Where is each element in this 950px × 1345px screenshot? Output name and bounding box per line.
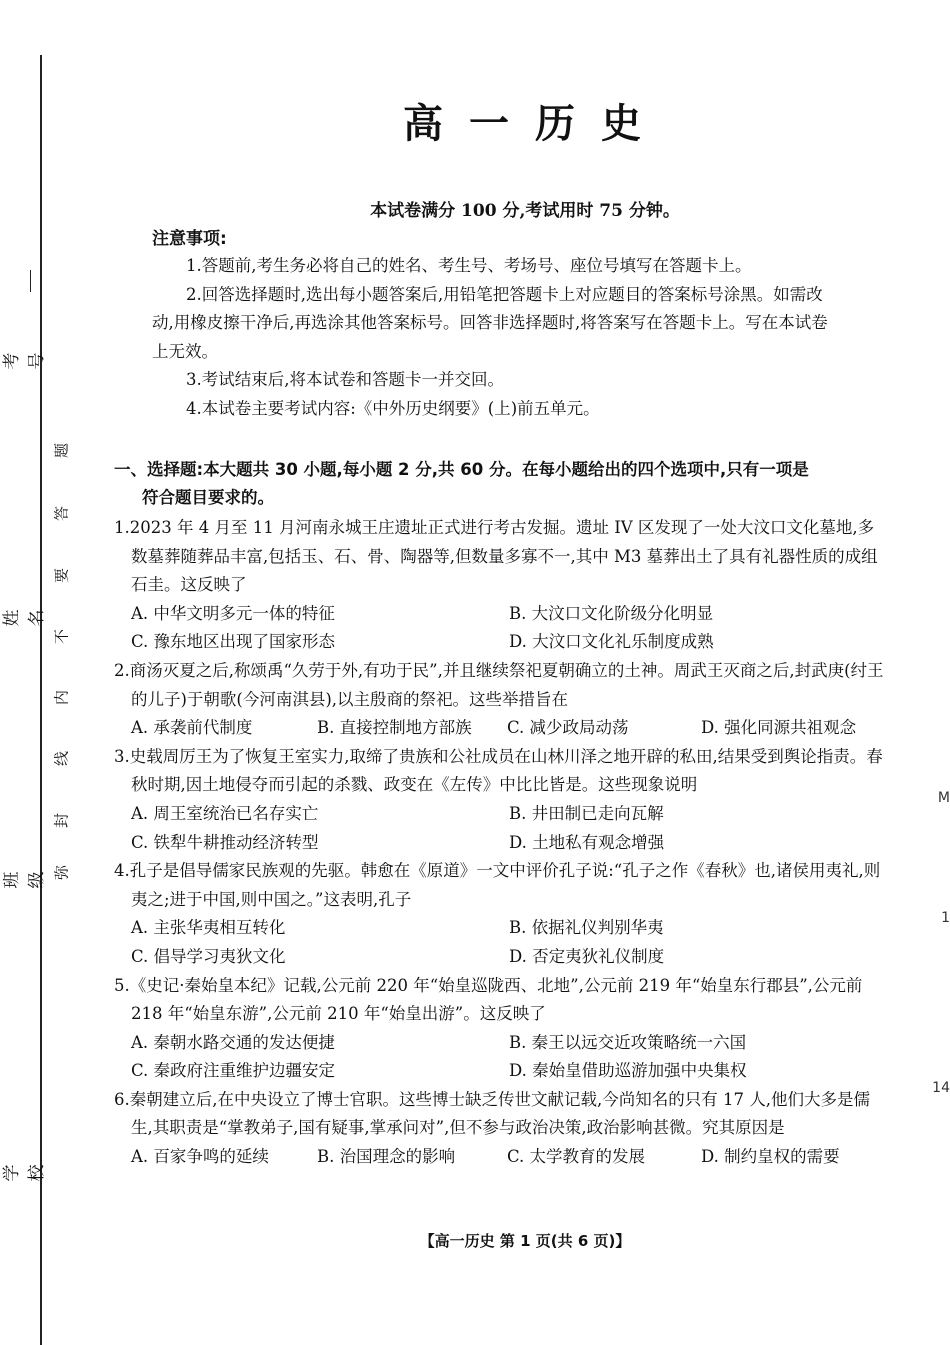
exam-info: 本试卷满分 100 分,考试用时 75 分钟。 xyxy=(370,201,680,221)
edge-mark: M xyxy=(937,790,950,806)
notice-item: 3.考试结束后,将本试卷和答题卡一并交回。 xyxy=(186,370,504,390)
edge-mark: 1 xyxy=(941,910,950,926)
question-stem: 4.孔子是倡导儒家民族观的先驱。韩愈在《原道》一文中评价孔子说:“孔子之作《春秋》也,诸侯用夷礼,则夷之;进于中国,则中国之。”这表明,孔子 xyxy=(114,861,881,909)
question-stem: 6.秦朝建立后,在中央设立了博士官职。这些博士缺乏传世文献记载,今尚知名的只有 17 人,他们大多是儒生,其职责是“掌教弟子,国有疑事,掌承问对”,但不参与政治决策,政治影响甚微。究其原因是 xyxy=(114,1089,870,1138)
question-stem: 2.商汤灭夏之后,称颂禹“久劳于外,有功于民”,并且继续祭祀夏朝确立的土神。周武王灭商之后,封武庚(纣王的儿子)于朝歌(今河南淇县),以主殷商的祭祀。这些举措旨在 xyxy=(114,660,884,709)
option-d: D. 土地私有观念增强 xyxy=(509,832,665,852)
question-1 xyxy=(114,514,884,657)
option-a: A. 中华文明多元一体的特征 xyxy=(131,603,335,623)
question-options xyxy=(114,1143,884,1172)
option-a: A. 百家争鸣的延续 xyxy=(131,1147,269,1167)
option-c: C. 豫东地区出现了国家形态 xyxy=(131,632,336,652)
option-b: B. 井田制已走向瓦解 xyxy=(509,803,664,823)
question-options xyxy=(114,914,884,971)
seal-char: 线 xyxy=(52,751,71,767)
question-options xyxy=(114,1029,884,1086)
question-options xyxy=(114,800,884,857)
option-d: D. 强化同源共祖观念 xyxy=(701,718,857,738)
option-d: D. 制约皇权的需要 xyxy=(701,1147,840,1167)
binding-line xyxy=(40,55,42,1345)
page-title: 高一历史 xyxy=(403,101,667,147)
option-c: C. 减少政局动荡 xyxy=(507,718,629,738)
name-label: 姓名 xyxy=(2,609,47,627)
seal-char: 不 xyxy=(52,629,71,645)
seal-char: 答 xyxy=(52,506,71,522)
class-label: 班级 xyxy=(2,871,47,889)
question-2 xyxy=(114,657,884,743)
option-a: A. 周王室统治已名存实亡 xyxy=(131,803,319,823)
notice-item: 2.回答选择题时,选出每小题答案后,用铅笔把答题卡上对应题目的答案标号涂黑。如需改动,用橡皮擦干净后,再选涂其他答案标号。回答非选择题时,将答案写在答题卡上。写在本试卷上无效。 xyxy=(152,284,828,361)
seal-char: 题 xyxy=(52,443,71,459)
section-heading-line2: 符合题目要求的。 xyxy=(142,488,274,507)
seal-char: 封 xyxy=(52,813,71,829)
notice-item: 4.本试卷主要考试内容:《中外历史纲要》(上)前五单元。 xyxy=(186,398,600,418)
section-heading-line1: 一、选择题:本大题共 30 小题,每小题 2 分,共 60 分。在每小题给出的四个选项中,只有一项是 xyxy=(114,460,809,479)
option-d: D. 否定夷狄礼仪制度 xyxy=(509,946,665,966)
page-footer: 【高一历史 第 1 页(共 6 页)】 xyxy=(419,1232,631,1250)
option-b: B. 直接控制地方部族 xyxy=(317,718,472,738)
option-c: C. 太学教育的发展 xyxy=(507,1147,646,1167)
school-label: 学校 xyxy=(2,1164,47,1182)
option-d: D. 秦始皇借助巡游加强中央集权 xyxy=(509,1061,747,1081)
seal-char: 弥 xyxy=(52,865,71,881)
option-c: C. 倡导学习夷狄文化 xyxy=(131,946,286,966)
question-6 xyxy=(114,1086,884,1172)
question-options xyxy=(114,714,884,743)
notice-heading: 注意事项: xyxy=(152,229,227,249)
question-options xyxy=(114,600,884,657)
question-stem: 5.《史记·秦始皇本纪》记载,公元前 220 年“始皇巡陇西、北地”,公元前 219 年“始皇东行郡县”,公元前 218 年“始皇东游”,公元前 210 年“始皇出游”。这反映了 xyxy=(114,975,863,1024)
seal-char: 内 xyxy=(52,690,71,706)
option-b: B. 依据礼仪判别华夷 xyxy=(509,918,664,938)
option-b: B. 秦王以远交近攻策略统一六国 xyxy=(509,1032,747,1052)
option-a: A. 秦朝水路交通的发达便捷 xyxy=(131,1032,335,1052)
question-4 xyxy=(114,857,884,971)
option-a: A. 主张华夷相互转化 xyxy=(131,918,286,938)
question-3 xyxy=(114,743,884,857)
exam-number-field xyxy=(2,300,47,400)
question-5 xyxy=(114,972,884,1086)
seal-char: 要 xyxy=(52,568,71,584)
question-stem: 1.2023 年 4 月至 11 月河南永城王庄遗址正式进行考古发掘。遗址 IV 区发现了一处大汶口文化墓地,多数墓葬随葬品丰富,包括玉、石、骨、陶器等,但数量多寡不一,其中 M3 墓葬出土了具有礼器性质的成组石圭。这反映了 xyxy=(114,518,878,595)
exam-number-underline xyxy=(30,270,31,292)
class-field xyxy=(2,825,47,905)
notice-list xyxy=(152,252,842,424)
option-d: D. 大汶口文化礼乐制度成熟 xyxy=(509,632,714,652)
notice-item: 1.答题前,考生务必将自己的姓名、考生号、考场号、座位号填写在答题卡上。 xyxy=(186,256,752,275)
edge-mark: 14 xyxy=(932,1080,950,1096)
option-a: A. 承袭前代制度 xyxy=(131,718,253,738)
question-list xyxy=(114,514,884,1172)
exam-number-label: 考号 xyxy=(2,352,47,370)
question-stem: 3.史载周厉王为了恢复王室实力,取缔了贵族和公社成员在山林川泽之地开辟的私田,结果受到舆论指责。春秋时期,因土地侵夺而引起的杀戮、政变在《左传》中比比皆是。这些现象说明 xyxy=(114,746,883,795)
option-c: C. 铁犁牛耕推动经济转型 xyxy=(131,832,319,852)
option-c: C. 秦政府注重维护边疆安定 xyxy=(131,1061,336,1081)
option-b: B. 治国理念的影响 xyxy=(317,1147,456,1167)
option-b: B. 大汶口文化阶级分化明显 xyxy=(509,603,714,623)
school-field xyxy=(2,1120,47,1200)
name-field xyxy=(2,565,47,645)
section-heading xyxy=(114,456,884,512)
